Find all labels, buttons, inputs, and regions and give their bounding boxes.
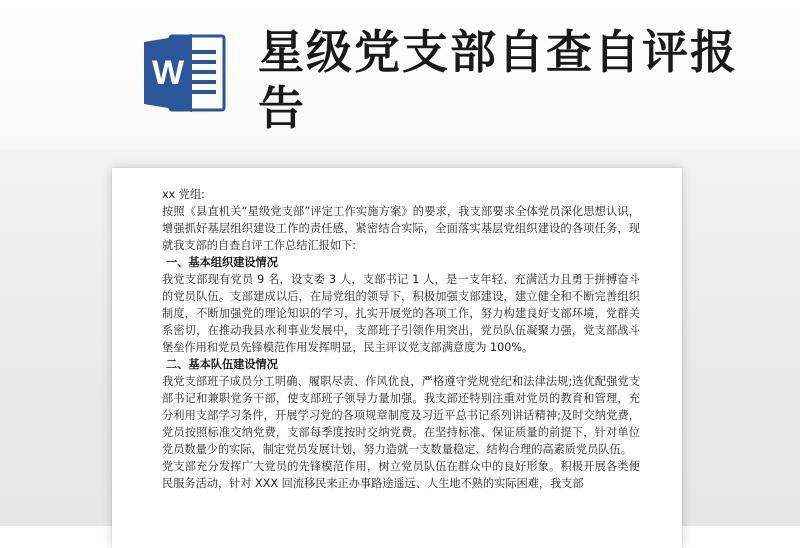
word-icon	[140, 28, 228, 118]
document-body	[162, 186, 640, 492]
header-banner	[0, 0, 800, 170]
salutation: xx 党组:	[162, 188, 205, 201]
section-paragraph-2: 我党支部班子成员分工明确、履职尽责、作风优良，严格遵守党规党纪和法律法规;选优配强党支部书记和兼职党务干部，使支部班子领导力量加强。我支部还特别注重对党员的教育和管理，充分利用支部学习条件，开展学习党的各项规章制度及习近平总书记系列讲话精神;及时交纳党费，党员按照标准交纳党费，支部每季度按时交纳党费。在坚持标准、保证质量的前提下，针对单位党员数量少的实际，制定党员发展计划，努力造就一支数量稳定、结构合理的高素质党员队伍。	[162, 375, 640, 456]
section-heading-1: 一、基本组织建设情况	[166, 256, 278, 269]
document-page	[112, 168, 682, 548]
section-paragraph-3: 党支部充分发挥广大党员的先锋模范作用，树立党员队伍在群众中的良好形象。积极开展各类便民服务活动，针对 XXX 回流移民来正办事路途遥远、人生地不熟的实际困难，我支部	[162, 460, 640, 490]
section-paragraph-1: 我党支部现有党员 9 名，设支委 3 人，支部书记 1 人，是一支年轻、充满活力且勇于拼搏奋斗的党员队伍。支部建成以后，在局党组的领导下，积极加强支部建设，建立健全和不断完善组织制度，不断加强党的理论知识的学习，扎实开展党的各项工作，努力构建良好支部环境，党群关系密切，在推动我县水利事业发展中，支部班子引领作用突出，党员队伍凝聚力强，党支部战斗堡垒作用和党员先锋模范作用发挥明显，民主评议党支部满意度为 100%。	[162, 273, 640, 354]
intro-paragraph: 按照《县直机关“星级党支部”评定工作实施方案》的要求，我支部要求全体党员深化思想认识，增强抓好基层组织建设工作的责任感，紧密结合实际，全面落实基层党组织建设的各项任务，现就我支部的自查自评工作总结汇报如下:	[162, 205, 640, 252]
page-title: 星级党支部自查自评报告	[258, 25, 738, 135]
svg-text:W: W	[151, 54, 185, 92]
section-heading-2: 二、基本队伍建设情况	[166, 358, 278, 371]
